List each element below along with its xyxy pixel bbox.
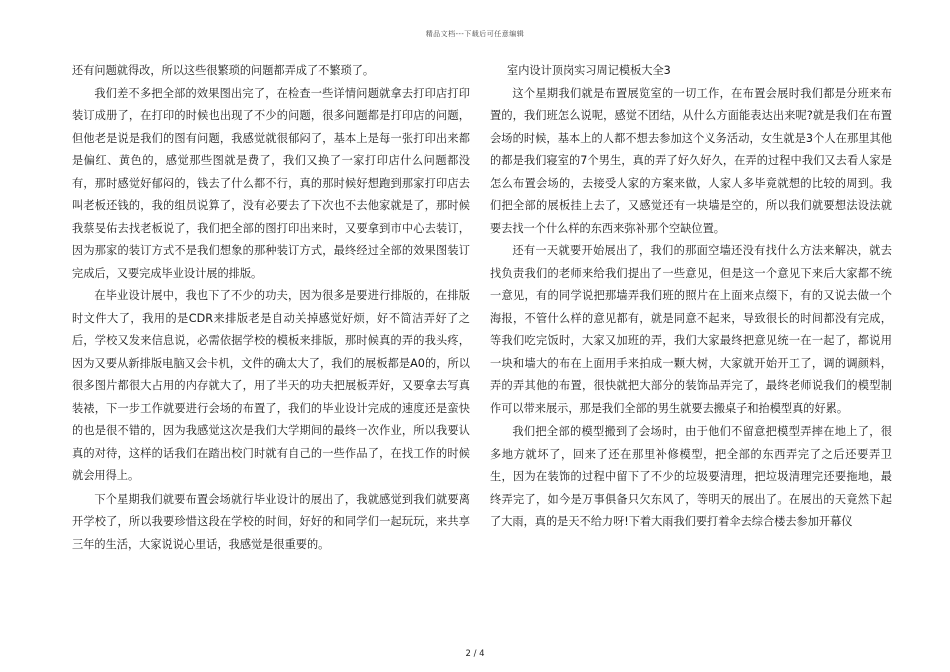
right-column: [490, 60, 892, 534]
left-paragraph-2: 我们差不多把全部的效果图出完了，在检查一些详情问题就拿去打印店打印装订成册了，在打印的时候也出现了不少的问题，很多问题都是打印店的问题，但他老是说是我们的图有问题，我感觉就很郁闷了，基本上是每一张打印出来都是偏红、黄色的，感觉那些图就是费了，我们又换了一家打印店什么问题都没有，那时感觉好郁闷的，钱去了什么都不行，真的那时候好想跑到那家打印店去叫老板还钱的，我的组员说算了，没有必要去了下次也不去他家就是了，那时候我蔡旻佑去找老板说了，我们把全部的图打印出来时，又要拿到市中心去装订，因为那家的装订方式不是我们想象的那种装订方式，最终经过全部的效果图装订完成后，又要完成毕业设计展的排版。: [72, 86, 470, 280]
left-paragraph-3: 在毕业设计展中，我也下了不少的功夫，因为很多是要进行排版的，在排版时文件大了，我用的是CDR来排版老是自动关掉感觉好烦，好不简洁弄好了之后，学校又发来信息说，必需依据学校的模板来排版，那时候真的弄的我头疼，因为又要从新排版电脑又会卡机，文件的确太大了，我们的展板都是A0的，所以很多图片都很大占用的内存就大了，用了半天的功夫把展板弄好，又要拿去写真装裱，下一步工作就要进行会场的布置了，我们的毕业设计完成的速度还是蛮快的也是很不错的，因为我感觉这次是我们大学期间的最终一次作业，所以我要认真的对待，这样的话我们在踏出校门时就有自己的一些作品了，在找工作的时候就会用得上。: [72, 289, 470, 482]
left-column: [72, 60, 470, 556]
right-paragraph-1: 这个星期我们就是布置展览室的一切工作，在布置会展时我们都是分班来布置的，我们班怎么说呢，感觉不团结，从什么方面能表达出来呢?就是我们在布置会场的时候，基本上的人都不想去参加这个义务活动，女生就是3个人在那里其他的都是我们寝室的7个男生，真的弄了好久好久，在弄的过程中我们又去看人家是怎么布置会场的，去接受人家的方案来做，人家人多毕竟就想的比较的周到。我们把全部的展板挂上去了，又感觉还有一块墙是空的，所以我们就要想法设法就要去找一个什么样的东西来弥补那个空缺位置。: [490, 86, 892, 235]
section-title: 室内设计顶岗实习周记模板大全3: [507, 64, 671, 77]
page-header: 精品文档---下载后可任意编辑: [425, 30, 525, 38]
left-paragraph-4: 下个星期我们就要布置会场就行毕业设计的展出了，我就感觉到我们就要离开学校了，所以我要珍惜这段在学校的时间，好好的和同学们一起玩玩，来共享三年的生活，大家说说心里话，我感觉是很重要的。: [72, 492, 470, 551]
right-paragraph-3: 我们把全部的模型搬到了会场时，由于他们不留意把模型弄摔在地上了，很多地方就坏了，回来了还在那里补修模型，把全部的东西弄完了之后还要弄卫生，因为在装饰的过程中留下了不少的垃圾要清理，把垃圾清理完还要拖地，最终弄完了，如今是万事俱备只欠东风了，等明天的展出了。在展出的天竟然下起了大雨，真的是天不给力呀!下着大雨我们要打着伞去综合楼去参加开幕仪: [490, 425, 892, 528]
right-paragraph-2: 还有一天就要开始展出了，我们的那面空墙还没有找什么方法来解决，就去找负责我们的老师来给我们提出了一些意见，但是这一个意见下来后大家都不统一意见，有的同学说把那墙弄我们班的照片在上面来点缀下，有的又说去做一个海报，不管什么样的意见都有，就是同意不起来，导致很长的时间都没有完成，等我们吃完饭时，大家又加班的弄，我们大家最终把意见统一在一起了，都说用一块和墙大的布在上面用手来拍成一颗大树，大家就开始开工了，调的调颜料，弄的弄其他的布置，很快就把大部分的装饰品弄完了，最终老师说我们的模型制作可以带来展示，那是我们全部的男生就要去搬桌子和抬模型真的好累。: [490, 244, 892, 415]
page-number: 2 / 4: [465, 649, 485, 659]
left-paragraph-1: 还有问题就得改，所以这些很繁琐的问题都弄成了不繁琐了。: [72, 64, 375, 77]
